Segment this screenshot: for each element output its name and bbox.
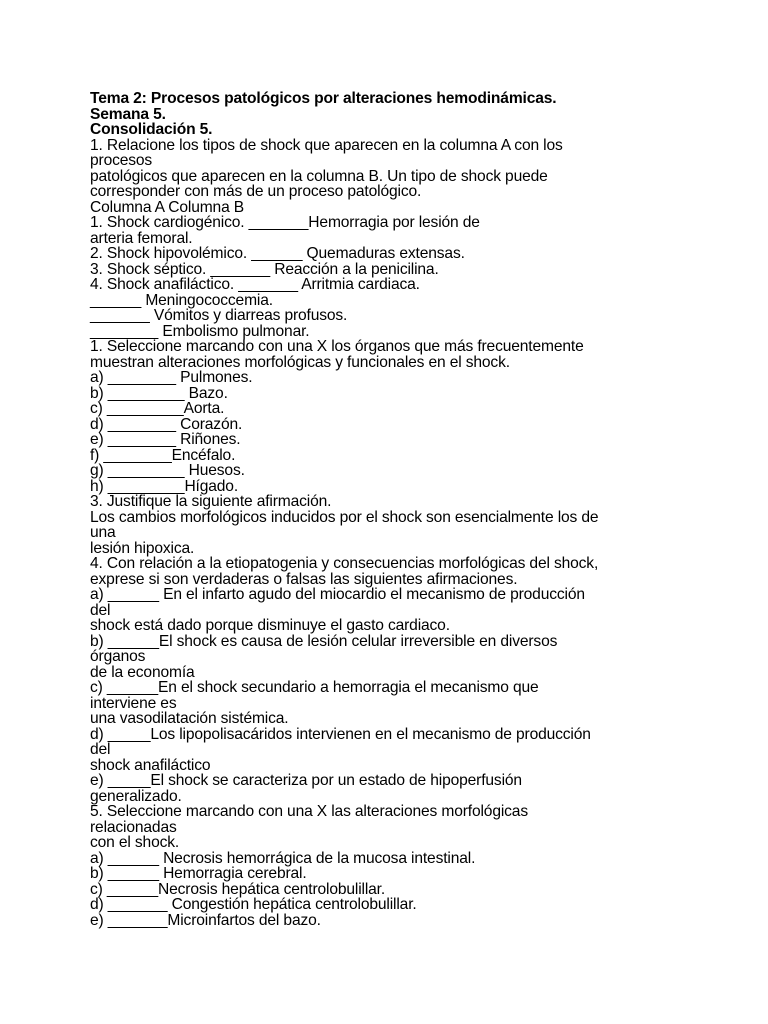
text-line: e) _______Microinfartos del bazo.: [90, 911, 321, 929]
text-line: Columna A Columna B: [90, 198, 245, 216]
text-line: a) ________ Pulmones.: [90, 369, 253, 386]
text-line: 3. Justifique la siguiente afirmación.: [90, 493, 332, 510]
text-line: a) ______ En el infarto agudo del miocardio el mecanismo de producción: [90, 586, 585, 603]
text-line: c) ______En el shock secundario a hemorragia el mecanismo que: [90, 679, 539, 696]
text-line: Los cambios morfológicos inducidos por el shock son esencialmente los de: [90, 508, 599, 526]
text-line: 4. Shock anafiláctico. _______ Arritmia cardiaca.: [90, 276, 420, 293]
text-line: b) ______El shock es causa de lesión celular irreversible en diversos: [90, 632, 558, 650]
text-line: shock está dado porque disminuye el gasto cardiaco.: [90, 617, 450, 634]
text-line: b) _________ Bazo.: [90, 384, 228, 402]
text-line: g) _________ Huesos.: [90, 462, 245, 479]
week-label: Semana 5.: [90, 105, 166, 123]
text-line: lesión hipoxica.: [90, 539, 195, 557]
text-line: del: [90, 601, 111, 619]
text-line: _______ Vómitos y diarreas profusos.: [90, 307, 348, 324]
text-line: d) _____Los lipopolisacáridos intervienen en el mecanismo de producción: [90, 725, 591, 743]
text-line: 1. Shock cardiogénico. _______Hemorragia por lesión de: [90, 214, 480, 231]
text-line: b) ______ Hemorragia cerebral.: [90, 865, 307, 882]
text-line: muestran alteraciones morfológicas y funcionales en el shock.: [90, 353, 510, 371]
text-line: 3. Shock séptico. _______ Reacción a la penicilina.: [90, 260, 439, 278]
text-line: 4. Con relación a la etiopatogenia y consecuencias morfológicas del shock,: [90, 555, 599, 572]
text-line: con el shock.: [90, 834, 180, 851]
text-line: shock anafiláctico: [90, 756, 211, 774]
text-line: h) _________Hígado.: [90, 477, 239, 495]
text-line: 2. Shock hipovolémico. ______ Quemaduras extensas.: [90, 245, 465, 262]
text-line: c) _________Aorta.: [90, 400, 225, 417]
document-lines: [90, 138, 690, 929]
document-title: Tema 2: Procesos patológicos por alteraciones hemodinámicas.: [90, 90, 557, 107]
text-line: a) ______ Necrosis hemorrágica de la mucosa intestinal.: [90, 849, 476, 867]
text-line: ________ Embolismo pulmonar.: [90, 322, 310, 340]
text-line: e) ________ Riñones.: [90, 431, 241, 448]
text-line: f) ________Encéfalo.: [90, 446, 236, 464]
text-line: e) _____El shock se caracteriza por un estado de hipoperfusión: [90, 772, 522, 789]
text-line: procesos: [90, 152, 153, 169]
text-line: d) _______ Congestión hepática centrolobulillar.: [90, 896, 417, 913]
text-line: corresponder con más de un proceso patológico.: [90, 183, 422, 200]
text-line: d) ________ Corazón.: [90, 415, 243, 433]
text-line: relacionadas: [90, 818, 177, 836]
text-line: generalizado.: [90, 787, 182, 805]
text-line: ______ Meningococcemia.: [90, 291, 273, 309]
text-line: c) ______Necrosis hepática centrolobulillar.: [90, 880, 386, 898]
text-line: 1. Relacione los tipos de shock que aparecen en la columna A con los: [90, 136, 563, 154]
text-line: 5. Seleccione marcando con una X las alteraciones morfológicas: [90, 803, 528, 820]
text-line: una: [90, 524, 116, 541]
document-body: [90, 91, 690, 928]
text-line: patológicos que aparecen en la columna B. Un tipo de shock puede: [90, 167, 548, 185]
text-line: una vasodilatación sistémica.: [90, 710, 289, 727]
text-line: del: [90, 741, 111, 758]
text-line: órganos: [90, 648, 146, 665]
text-line: exprese si son verdaderas o falsas las siguientes afirmaciones.: [90, 570, 518, 588]
text-line: 1. Seleccione marcando con una X los órganos que más frecuentemente: [90, 338, 584, 355]
section-label: Consolidación 5.: [90, 121, 213, 138]
text-line: de la economía: [90, 663, 195, 681]
text-line: arteria femoral.: [90, 229, 193, 247]
text-line: interviene es: [90, 694, 177, 712]
